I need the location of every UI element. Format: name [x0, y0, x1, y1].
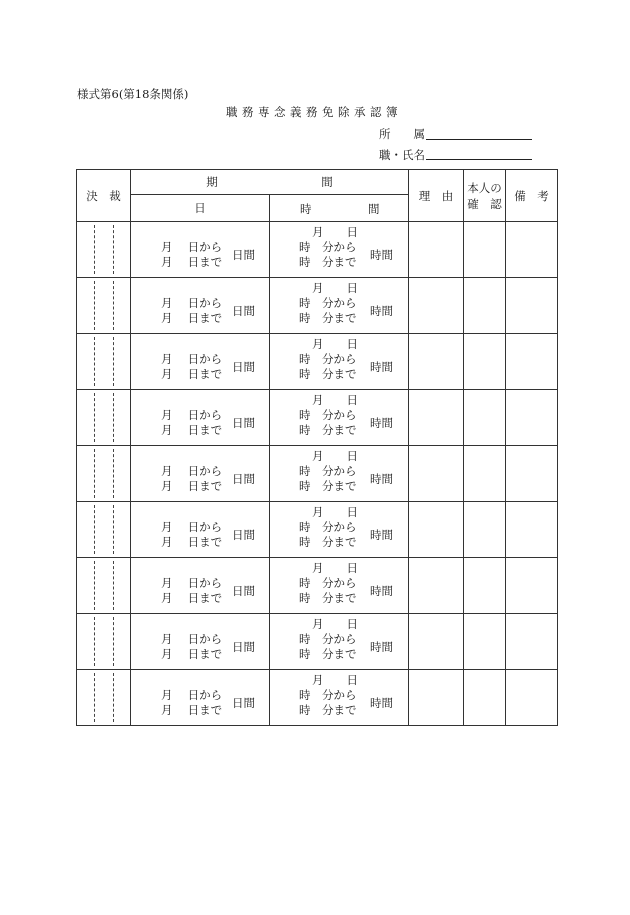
hour-from-text: 時 分から	[299, 240, 357, 254]
form-number: 様式第6(第18条関係)	[77, 87, 189, 101]
reason-cell[interactable]	[409, 334, 464, 390]
hours-cell[interactable]	[270, 222, 409, 278]
approval-stamp-cell[interactable]	[77, 502, 131, 558]
hour-to-text: 時 分まで	[299, 703, 357, 717]
stamp-divider-left	[94, 337, 95, 386]
hour-total-text: 時間	[370, 304, 393, 318]
ledger-row	[77, 670, 558, 726]
stamp-divider-right	[113, 281, 114, 330]
hour-date-text: 月 日	[312, 393, 358, 407]
stamp-divider-right	[113, 449, 114, 498]
confirmation-header-line1: 本人の	[467, 180, 502, 195]
hour-date-text: 月 日	[312, 673, 358, 687]
hour-date-text: 月 日	[312, 281, 358, 295]
day-from-text: 月 日から	[161, 688, 223, 702]
confirmation-cell[interactable]	[464, 390, 506, 446]
reason-cell[interactable]	[409, 446, 464, 502]
day-from-text: 月 日から	[161, 296, 223, 310]
hours-cell[interactable]	[270, 502, 409, 558]
confirmation-cell[interactable]	[464, 502, 506, 558]
days-cell[interactable]	[131, 614, 270, 670]
hour-to-text: 時 分まで	[299, 423, 357, 437]
day-from-text: 月 日から	[161, 408, 223, 422]
stamp-divider-right	[113, 561, 114, 610]
stamp-divider-right	[113, 337, 114, 386]
approval-stamp-cell[interactable]	[77, 222, 131, 278]
hour-total-text: 時間	[370, 528, 393, 542]
period-header: 期 間	[131, 170, 409, 195]
approval-stamp-cell[interactable]	[77, 334, 131, 390]
day-to-text: 月 日まで	[161, 591, 223, 605]
hour-to-text: 時 分まで	[299, 311, 357, 325]
hour-date-text: 月 日	[312, 337, 358, 351]
hour-to-text: 時 分まで	[299, 591, 357, 605]
hour-from-text: 時 分から	[299, 632, 357, 646]
day-from-text: 月 日から	[161, 632, 223, 646]
stamp-divider-right	[113, 617, 114, 666]
day-total-text: 日間	[232, 472, 255, 486]
remarks-cell[interactable]	[506, 614, 558, 670]
days-cell[interactable]	[131, 222, 270, 278]
remarks-cell[interactable]	[506, 334, 558, 390]
approval-ledger-table	[76, 169, 558, 726]
ledger-row	[77, 614, 558, 670]
hours-cell[interactable]	[270, 278, 409, 334]
hours-cell[interactable]	[270, 614, 409, 670]
days-cell[interactable]	[131, 446, 270, 502]
day-to-text: 月 日まで	[161, 703, 223, 717]
remarks-cell[interactable]	[506, 558, 558, 614]
days-cell[interactable]	[131, 390, 270, 446]
stamp-divider-right	[113, 225, 114, 274]
stamp-divider-left	[94, 617, 95, 666]
approval-stamp-cell[interactable]	[77, 558, 131, 614]
hours-subheader-left: 時	[300, 202, 312, 216]
day-total-text: 日間	[232, 304, 255, 318]
document-title: 職務専念義務免除承認簿	[226, 105, 402, 119]
hour-total-text: 時間	[370, 360, 393, 374]
affiliation-field[interactable]	[426, 139, 532, 140]
reason-header: 理 由	[409, 170, 464, 222]
stamp-divider-right	[113, 393, 114, 442]
day-total-text: 日間	[232, 416, 255, 430]
day-total-text: 日間	[232, 528, 255, 542]
hour-date-text: 月 日	[312, 225, 358, 239]
hour-date-text: 月 日	[312, 561, 358, 575]
remarks-header: 備 考	[506, 170, 558, 222]
hours-cell[interactable]	[270, 390, 409, 446]
stamp-divider-left	[94, 561, 95, 610]
approval-stamp-cell[interactable]	[77, 614, 131, 670]
confirmation-cell[interactable]	[464, 670, 506, 726]
hour-from-text: 時 分から	[299, 296, 357, 310]
remarks-cell[interactable]	[506, 222, 558, 278]
confirmation-header-line2: 確 認	[467, 196, 502, 211]
day-to-text: 月 日まで	[161, 311, 223, 325]
hour-total-text: 時間	[370, 584, 393, 598]
day-from-text: 月 日から	[161, 520, 223, 534]
hour-total-text: 時間	[370, 472, 393, 486]
hours-cell[interactable]	[270, 670, 409, 726]
reason-cell[interactable]	[409, 502, 464, 558]
reason-cell[interactable]	[409, 390, 464, 446]
remarks-cell[interactable]	[506, 502, 558, 558]
day-to-text: 月 日まで	[161, 423, 223, 437]
hour-date-text: 月 日	[312, 505, 358, 519]
approval-stamp-cell[interactable]	[77, 278, 131, 334]
ledger-row	[77, 502, 558, 558]
hour-from-text: 時 分から	[299, 408, 357, 422]
remarks-cell[interactable]	[506, 446, 558, 502]
day-total-text: 日間	[232, 696, 255, 710]
day-total-text: 日間	[232, 584, 255, 598]
day-total-text: 日間	[232, 360, 255, 374]
remarks-cell[interactable]	[506, 670, 558, 726]
reason-cell[interactable]	[409, 222, 464, 278]
day-total-text: 日間	[232, 248, 255, 262]
stamp-divider-left	[94, 393, 95, 442]
day-to-text: 月 日まで	[161, 255, 223, 269]
reason-cell[interactable]	[409, 278, 464, 334]
confirmation-cell[interactable]	[464, 558, 506, 614]
days-subheader: 日	[131, 195, 270, 222]
hour-total-text: 時間	[370, 640, 393, 654]
stamp-divider-left	[94, 673, 95, 722]
approval-stamp-cell[interactable]	[77, 446, 131, 502]
ledger-row	[77, 446, 558, 502]
stamp-divider-left	[94, 281, 95, 330]
days-cell[interactable]	[131, 558, 270, 614]
day-to-text: 月 日まで	[161, 479, 223, 493]
hour-from-text: 時 分から	[299, 688, 357, 702]
day-from-text: 月 日から	[161, 576, 223, 590]
name-label: 職・氏名	[379, 148, 425, 162]
hour-total-text: 時間	[370, 416, 393, 430]
day-from-text: 月 日から	[161, 352, 223, 366]
ledger-row	[77, 278, 558, 334]
reason-cell[interactable]	[409, 670, 464, 726]
confirmation-cell[interactable]	[464, 614, 506, 670]
hours-subheader-right: 間	[368, 202, 380, 216]
stamp-divider-left	[94, 449, 95, 498]
confirmation-cell[interactable]	[464, 222, 506, 278]
affiliation-label: 所 属	[379, 127, 425, 141]
stamp-divider-left	[94, 505, 95, 554]
approval-stamp-cell[interactable]	[77, 390, 131, 446]
remarks-cell[interactable]	[506, 390, 558, 446]
hour-to-text: 時 分まで	[299, 367, 357, 381]
hour-from-text: 時 分から	[299, 352, 357, 366]
reason-cell[interactable]	[409, 558, 464, 614]
approval-header: 決 裁	[77, 170, 131, 222]
hour-date-text: 月 日	[312, 449, 358, 463]
hour-to-text: 時 分まで	[299, 535, 357, 549]
hour-from-text: 時 分から	[299, 520, 357, 534]
ledger-row	[77, 222, 558, 278]
day-from-text: 月 日から	[161, 240, 223, 254]
day-to-text: 月 日まで	[161, 535, 223, 549]
hour-from-text: 時 分から	[299, 576, 357, 590]
confirmation-cell[interactable]	[464, 446, 506, 502]
days-cell[interactable]	[131, 278, 270, 334]
hours-cell[interactable]	[270, 558, 409, 614]
days-cell[interactable]	[131, 334, 270, 390]
hour-to-text: 時 分まで	[299, 479, 357, 493]
days-cell[interactable]	[131, 502, 270, 558]
day-total-text: 日間	[232, 640, 255, 654]
hour-to-text: 時 分まで	[299, 255, 357, 269]
confirmation-cell[interactable]	[464, 278, 506, 334]
hour-date-text: 月 日	[312, 617, 358, 631]
days-cell[interactable]	[131, 670, 270, 726]
ledger-row	[77, 390, 558, 446]
confirmation-cell[interactable]	[464, 334, 506, 390]
remarks-cell[interactable]	[506, 278, 558, 334]
stamp-divider-right	[113, 673, 114, 722]
stamp-divider-left	[94, 225, 95, 274]
reason-cell[interactable]	[409, 614, 464, 670]
ledger-row	[77, 558, 558, 614]
hour-total-text: 時間	[370, 696, 393, 710]
hour-to-text: 時 分まで	[299, 647, 357, 661]
approval-stamp-cell[interactable]	[77, 670, 131, 726]
hours-cell[interactable]	[270, 446, 409, 502]
stamp-divider-right	[113, 505, 114, 554]
hours-cell[interactable]	[270, 334, 409, 390]
day-to-text: 月 日まで	[161, 367, 223, 381]
confirmation-header	[464, 170, 506, 222]
day-to-text: 月 日まで	[161, 647, 223, 661]
hour-total-text: 時間	[370, 248, 393, 262]
name-field[interactable]	[426, 159, 532, 160]
hours-subheader	[270, 195, 409, 222]
hour-from-text: 時 分から	[299, 464, 357, 478]
ledger-row	[77, 334, 558, 390]
day-from-text: 月 日から	[161, 464, 223, 478]
